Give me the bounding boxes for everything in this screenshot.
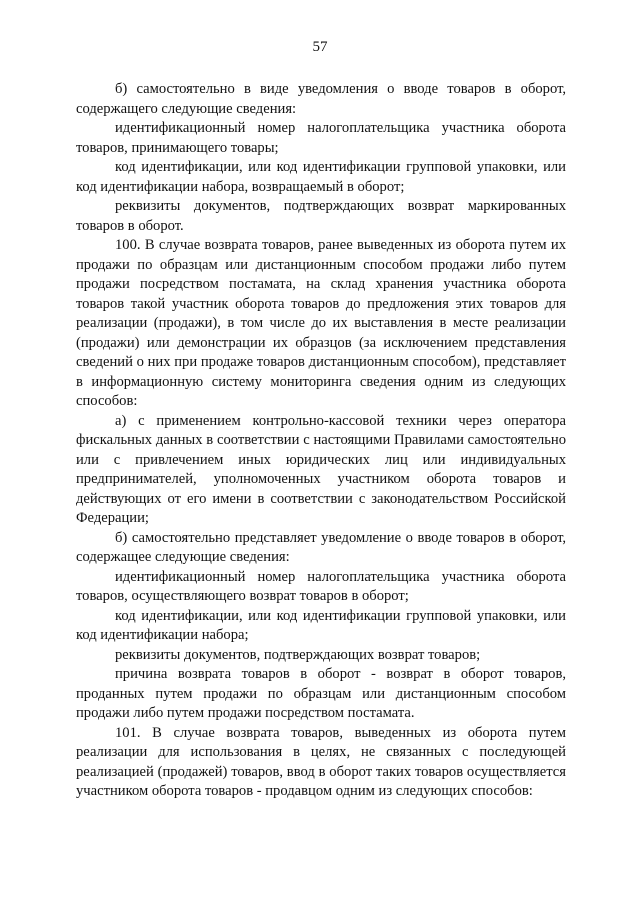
paragraph-taxpayer-id-returning: идентификационный номер налогоплательщика участника оборота товаров, осуществляющего возврат товаров в оборот; <box>76 568 566 604</box>
paragraph-identification-code-returned: код идентификации, или код идентификации групповой упаковки, или код идентификации набора, возвращаемый в оборот; <box>76 159 566 195</box>
paragraph-document-details-marked: реквизиты документов, подтверждающих возврат маркированных товаров в оборот. <box>76 198 566 234</box>
paragraph-a-cash-register: а) с применением контрольно-кассовой техники через оператора фискальных данных в соответствии с настоящими Правилами самостоятельно или с привлечением иных юридических лиц или индивидуальных предпринимателей, уполномоченных участником оборота товаров и действующих от его имени в соответствии с законодательством Российской Федерации; <box>76 412 566 526</box>
document-body <box>76 80 566 802</box>
page-number: 57 <box>312 39 328 55</box>
paragraph-b-independent-notification: б) самостоятельно представляет уведомление о вводе товаров в оборот, содержащее следующие сведения: <box>76 529 566 565</box>
paragraph-identification-code: код идентификации, или код идентификации групповой упаковки, или код идентификации набора; <box>76 607 566 643</box>
paragraph-clause-101: 101. В случае возврата товаров, выведенных из оборота путем реализации для использования в целях, не связанных с последующей реализацией (продажей) товаров, ввод в оборот таких товаров осуществляется участником оборота товаров - продавцом одним из следующих способов: <box>76 724 566 799</box>
paragraph-return-reason: причина возврата товаров в оборот - возврат в оборот товаров, проданных путем продажи по образцам или дистанционным способом продажи либо путем продажи посредством постамата. <box>76 666 566 721</box>
paragraph-b-notification: б) самостоятельно в виде уведомления о вводе товаров в оборот, содержащего следующие сведения: <box>76 81 566 117</box>
paragraph-document-details-return: реквизиты документов, подтверждающих возврат товаров; <box>115 646 481 663</box>
paragraph-clause-100: 100. В случае возврата товаров, ранее выведенных из оборота путем их продажи по образцам или дистанционным способом продажи либо путем продажи посредством постамата, на склад хранения участника оборота товаров такой участник оборота товаров до предложения этих товаров для реализации (продажи), в том числе до их выставления в месте реализации (продажи) или демонстрации их образцов (за исключением представления сведений о них при продаже товаров дистанционным способом), представляет в информационную систему мониторинга сведения одним из следующих способов: <box>76 237 566 409</box>
paragraph-taxpayer-id-receiving: идентификационный номер налогоплательщика участника оборота товаров, принимающего товары; <box>76 120 566 156</box>
